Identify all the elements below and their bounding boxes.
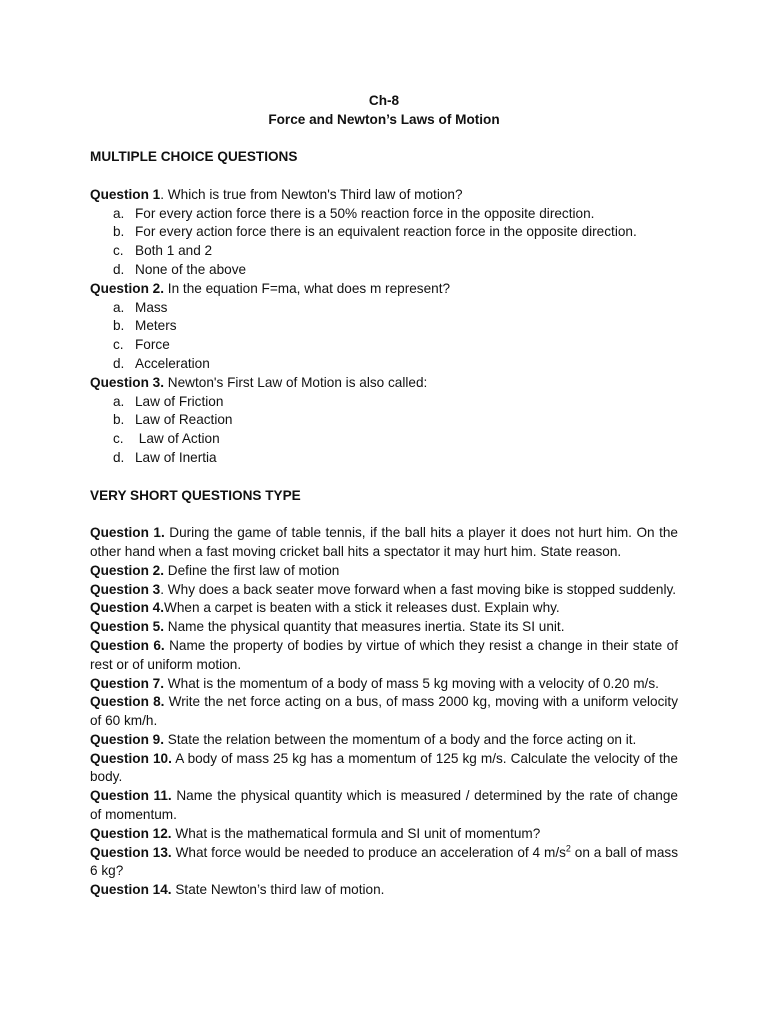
question-text: When a carpet is beaten with a stick it releases dust. Explain why.	[164, 600, 560, 616]
question-text: . Why does a back seater move forward when a fast moving bike is stopped suddenly.	[160, 581, 677, 597]
option-letter: c.	[113, 337, 124, 353]
option-item	[90, 205, 678, 224]
option-text: None of the above	[135, 261, 247, 277]
option-item	[90, 299, 678, 318]
option-item	[90, 430, 678, 449]
vsq-question-12	[90, 825, 678, 844]
option-text: Both 1 and 2	[135, 243, 213, 259]
option-letter: d.	[113, 261, 125, 277]
question-label: Question 5.	[90, 619, 165, 635]
question-text: What is the mathematical formula and SI unit of momentum?	[171, 825, 541, 841]
vsq-heading: VERY SHORT QUESTIONS TYPE	[90, 487, 301, 503]
option-item	[90, 223, 678, 242]
question-text: A body of mass 25 kg has a momentum of 125 kg m/s. Calculate the velocity of the body.	[90, 750, 678, 785]
option-letter: b.	[113, 318, 125, 334]
option-letter: b.	[113, 224, 125, 240]
option-letter: a.	[113, 299, 125, 315]
question-label: Question 14.	[90, 882, 172, 898]
option-letter: d.	[113, 449, 125, 465]
vsq-question-1	[90, 524, 678, 562]
vsq-question-11	[90, 787, 678, 825]
question-label: Question 3.	[90, 374, 165, 390]
chapter-title: Force and Newton’s Laws of Motion	[268, 111, 500, 127]
mcq-question-3	[90, 374, 678, 393]
question-text: During the game of table tennis, if the ball hits a player it does not hurt him. On the other hand when a fast moving cricket ball hits a spectator it may hurt him. State reason.	[90, 525, 678, 559]
option-letter: a.	[113, 393, 125, 409]
question-text: State the relation between the momentum of a body and the force acting on it.	[164, 731, 637, 747]
option-item	[90, 336, 678, 355]
vsq-question-10	[90, 750, 678, 788]
question-label: Question 13.	[90, 844, 172, 860]
option-text: Law of Action	[135, 431, 220, 447]
option-text: For every action force there is an equivalent reaction force in the opposite direction.	[135, 224, 637, 240]
option-text: Mass	[135, 299, 168, 315]
option-text: Law of Friction	[135, 393, 224, 409]
vsq-question-4	[90, 599, 678, 618]
question-label: Question 1.	[90, 525, 165, 541]
option-item	[90, 393, 678, 412]
question-text: What is the momentum of a body of mass 5 kg moving with a velocity of 0.20 m/s.	[164, 675, 659, 691]
question-text-continued: on a ball of mass 6 kg?	[90, 844, 678, 879]
question-label: Question 3	[90, 581, 161, 597]
mcq-options-2	[90, 299, 678, 374]
question-text: Name the physical quantity which is measured / determined by the rate of change of momentum.	[90, 788, 678, 823]
mcq-question-1	[90, 186, 678, 205]
question-text: . Which is true from Newton's Third law of motion?	[160, 186, 463, 202]
question-label: Question 10.	[90, 750, 172, 766]
mcq-options-3	[90, 393, 678, 468]
question-text: Write the net force acting on a bus, of mass 2000 kg, moving with a uniform velocity of 60 km/h.	[90, 694, 678, 729]
option-letter: a.	[113, 205, 125, 221]
question-text: Name the property of bodies by virtue of which they resist a change in their state of rest or of uniform motion.	[90, 637, 678, 672]
mcq-question-2	[90, 280, 678, 299]
vsq-question-5	[90, 618, 678, 637]
option-text: Force	[135, 337, 170, 353]
question-text: Define the first law of motion	[164, 562, 340, 578]
vsq-question-6	[90, 637, 678, 675]
option-item	[90, 411, 678, 430]
question-label: Question 2.	[90, 280, 165, 296]
option-item	[90, 242, 678, 261]
document-page	[90, 92, 678, 900]
question-label: Question 12.	[90, 825, 172, 841]
vsq-question-7	[90, 675, 678, 694]
option-text: For every action force there is a 50% reaction force in the opposite direction.	[135, 205, 595, 221]
question-label: Question 4.	[90, 600, 165, 616]
spacer	[90, 468, 678, 487]
vsq-question-13	[90, 844, 678, 882]
vsq-question-14	[90, 881, 678, 900]
vsq-question-9	[90, 731, 678, 750]
chapter-number: Ch-8	[368, 93, 400, 108]
question-label: Question 11.	[90, 788, 172, 804]
question-label: Question 9.	[90, 731, 165, 747]
option-letter: c.	[113, 431, 124, 447]
question-text: State Newton’s third law of motion.	[171, 882, 385, 898]
vsq-question-3	[90, 581, 678, 600]
option-item	[90, 261, 678, 280]
mcq-heading: MULTIPLE CHOICE QUESTIONS	[90, 149, 298, 165]
option-item	[90, 449, 678, 468]
question-label: Question 1	[90, 186, 161, 202]
option-text: Acceleration	[135, 355, 210, 371]
question-text: What force would be needed to produce an acceleration of 4 m/s	[171, 844, 566, 860]
option-text: Law of Reaction	[135, 412, 233, 428]
question-label: Question 2.	[90, 562, 165, 578]
option-item	[90, 355, 678, 374]
question-text: Name the physical quantity that measures inertia. State its SI unit.	[164, 619, 565, 635]
question-label: Question 7.	[90, 675, 165, 691]
option-letter: d.	[113, 355, 125, 371]
option-letter: b.	[113, 412, 125, 428]
option-text: Meters	[135, 318, 177, 334]
question-label: Question 6.	[90, 637, 165, 653]
question-text: In the equation F=ma, what does m represent?	[164, 280, 451, 296]
mcq-options-1	[90, 205, 678, 280]
question-text: Newton's First Law of Motion is also called:	[164, 374, 428, 390]
option-text: Law of Inertia	[135, 449, 217, 465]
vsq-question-2	[90, 562, 678, 581]
question-label: Question 8.	[90, 694, 165, 710]
option-item	[90, 317, 678, 336]
option-letter: c.	[113, 243, 124, 259]
vsq-question-8	[90, 693, 678, 731]
superscript-exponent: 2	[565, 843, 571, 854]
